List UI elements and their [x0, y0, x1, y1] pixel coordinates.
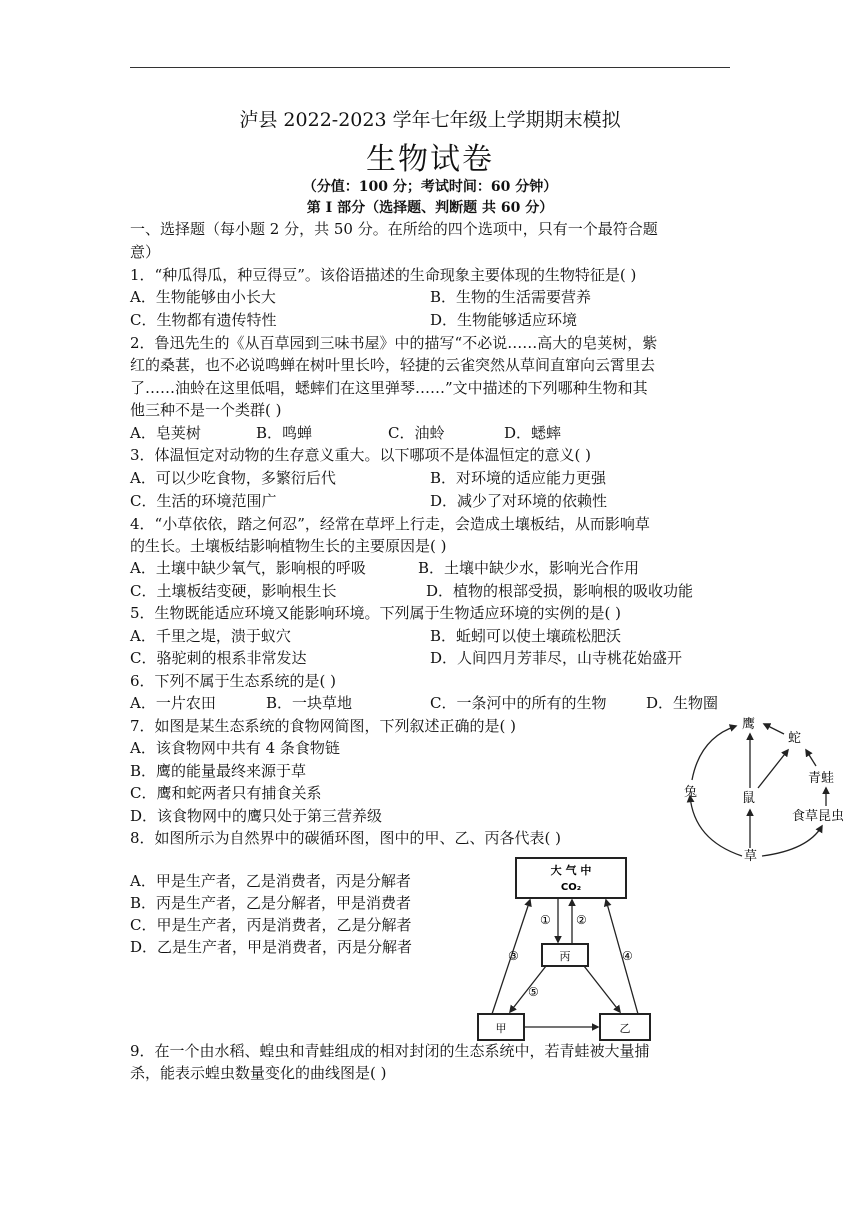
q2-stem-line4: 他三种不是一个类群( ) — [130, 401, 282, 419]
label-atmosphere: 大 气 中 — [550, 864, 592, 877]
q1-option-a: A．生物能够由小长大 — [130, 288, 276, 306]
top-rule — [130, 67, 730, 68]
q6-option-c: C．一条河中的所有的生物 — [430, 694, 607, 712]
q8-option-d: D．乙是生产者，甲是消费者，丙是分解者 — [130, 938, 413, 956]
q4-option-c: C．土壤板结变硬，影响根生长 — [130, 582, 337, 600]
arrow-mouse-snake — [758, 750, 788, 788]
q8-stem: 8．如图所示为自然界中的碳循环图，图中的甲、乙、丙各代表( ) — [130, 829, 562, 847]
q8-option-a: A．甲是生产者，乙是消费者，丙是分解者 — [130, 872, 411, 890]
part-heading: 第 I 部分（选择题、判断题 共 60 分） — [306, 200, 554, 216]
q4-stem-line2: 的生长。土壤板结影响植物生长的主要原因是( ) — [130, 537, 447, 555]
q2-option-b: B．鸣蝉 — [256, 424, 313, 442]
food-web-diagram — [676, 708, 856, 868]
exam-title: 泸县 2022-2023 学年七年级上学期期末模拟 — [239, 109, 621, 131]
q6-option-d: D．生物圈 — [646, 694, 719, 712]
q4-option-d: D．植物的根部受损，影响根的吸收功能 — [426, 582, 694, 600]
q3-option-c: C．生活的环境范围广 — [130, 492, 277, 510]
num-2: ② — [576, 913, 587, 927]
num-4: ④ — [622, 949, 633, 963]
q5-option-b: B．蚯蚓可以使土壤疏松肥沃 — [430, 627, 622, 645]
section-instructions: 一、选择题（每小题 2 分，共 50 分。在所给的四个选项中，只有一个最符合题 — [130, 220, 658, 238]
q2-stem-line3: 了……油蛉在这里低唱，蟋蟀们在这里弹琴……”文中描述的下列哪种生物和其 — [130, 379, 648, 397]
q4-stem-line1: 4．“小草依依，踏之何忍”，经常在草坪上行走，会造成土壤板结，从而影响草 — [130, 515, 650, 533]
num-5: ⑤ — [528, 985, 539, 999]
q2-stem-line2: 红的桑葚，也不必说鸣蝉在树叶里长吟，轻捷的云雀突然从草间直窜向云霄里去 — [130, 356, 656, 374]
q3-option-d: D．减少了对环境的依赖性 — [430, 492, 608, 510]
q7-option-b: B．鹰的能量最终来源于草 — [130, 762, 307, 780]
q7-option-d: D．该食物网中的鹰只处于第三营养级 — [130, 807, 383, 825]
label-bing: 丙 — [559, 950, 571, 963]
q7-option-a: A．该食物网中共有 4 条食物链 — [130, 739, 340, 757]
q5-option-c: C．骆驼刺的根系非常发达 — [130, 649, 307, 667]
q3-option-b: B．对环境的适应能力更强 — [430, 469, 607, 487]
q2-stem-line1: 2．鲁迅先生的《从百草园到三味书屋》中的描写“不必说……高大的皂荚树，紫 — [130, 334, 658, 352]
q5-option-d: D．人间四月芳菲尽，山寺桃花始盛开 — [430, 649, 683, 667]
node-hawk: 鹰 — [742, 717, 756, 732]
exam-subject: 生物试卷 — [366, 142, 494, 177]
arrow-grass-insect — [762, 826, 822, 856]
node-snake: 蛇 — [788, 731, 802, 746]
arrow-frog-snake — [806, 750, 816, 766]
arrow-bing-yi — [584, 966, 620, 1012]
num-3: ③ — [508, 949, 519, 963]
q2-option-c: C．油蛉 — [388, 424, 445, 442]
q1-option-b: B．生物的生活需要营养 — [430, 288, 592, 306]
arrow-rabbit-hawk — [692, 726, 736, 780]
q1-option-c: C．生物都有遗传特性 — [130, 311, 277, 329]
q8-option-c: C．甲是生产者，丙是消费者，乙是分解者 — [130, 916, 412, 934]
arrow-snake-hawk — [764, 724, 784, 734]
q6-stem: 6．下列不属于生态系统的是( ) — [130, 672, 337, 690]
node-grass: 草 — [744, 849, 758, 864]
q9-stem-line2: 杀，能表示蝗虫数量变化的曲线图是( ) — [130, 1064, 387, 1082]
q6-option-a: A．一片农田 — [130, 694, 216, 712]
q6-option-b: B．一块草地 — [266, 694, 353, 712]
q2-option-a: A．皂荚树 — [130, 424, 201, 442]
q3-stem: 3．体温恒定对动物的生存意义重大。以下哪项不是体温恒定的意义( ) — [130, 446, 592, 464]
q3-option-a: A．可以少吃食物，多繁衍后代 — [130, 469, 336, 487]
label-yi: 乙 — [619, 1022, 631, 1035]
node-rabbit: 兔 — [684, 785, 698, 800]
q4-option-a: A．土壤中缺少氧气，影响根的呼吸 — [130, 559, 366, 577]
num-1: ① — [540, 913, 551, 927]
node-frog: 青蛙 — [808, 771, 835, 786]
q7-stem: 7．如图是某生态系统的食物网简图，下列叙述正确的是( ) — [130, 717, 517, 735]
node-insect: 食草昆虫 — [792, 809, 845, 824]
carbon-cycle-diagram — [474, 852, 674, 1044]
q1-option-d: D．生物能够适应环境 — [430, 311, 578, 329]
q5-stem: 5．生物既能适应环境又能影响环境。下列属于生物适应环境的实例的是( ) — [130, 604, 622, 622]
label-jia: 甲 — [495, 1022, 507, 1035]
q1-stem: 1．“种瓜得瓜，种豆得豆”。该俗语描述的生命现象主要体现的生物特征是( ) — [130, 266, 637, 284]
label-co2: CO₂ — [560, 882, 582, 893]
q5-option-a: A．千里之堤，溃于蚁穴 — [130, 627, 291, 645]
q2-option-d: D．蟋蟀 — [504, 424, 562, 442]
score-time: （分值：100 分；考试时间：60 分钟） — [302, 179, 558, 195]
q8-option-b: B．丙是生产者，乙是分解者，甲是消费者 — [130, 894, 412, 912]
q7-option-c: C．鹰和蛇两者只有捕食关系 — [130, 784, 322, 802]
arrow-grass-rabbit — [690, 796, 742, 856]
q4-option-b: B．土壤中缺少水，影响光合作用 — [418, 559, 640, 577]
q9-stem-line1: 9．在一个由水稻、蝗虫和青蛙组成的相对封闭的生态系统中，若青蛙被大量捕 — [130, 1042, 650, 1060]
section-instructions-cont: 意） — [130, 243, 161, 261]
node-mouse: 鼠 — [742, 791, 756, 806]
